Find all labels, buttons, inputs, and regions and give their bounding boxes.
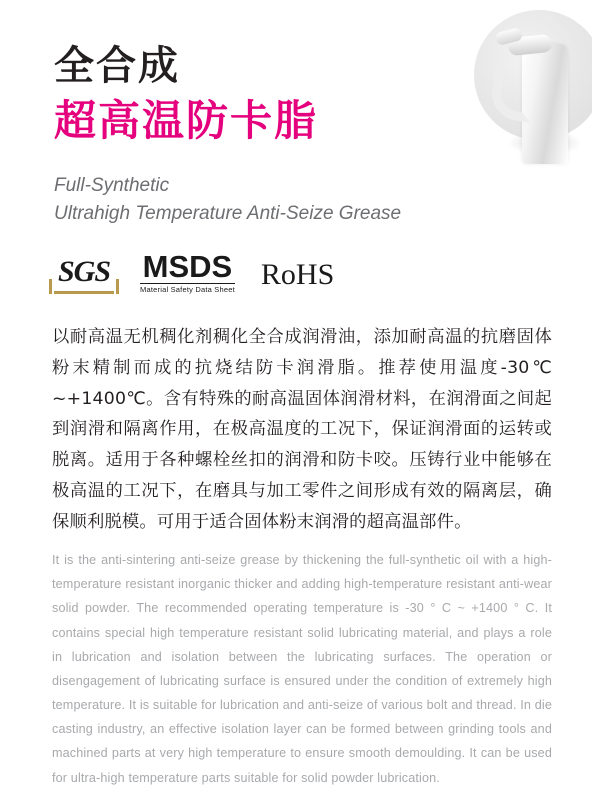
description-chinese: 以耐高温无机稠化剂稠化全合成润滑油，添加耐高温的抗磨固体粉末精制而成的抗烧结防卡润滑脂。推荐使用温度-30℃ ~+1400℃。含有特殊的耐高温固体润滑材料，在润滑面之间起到润滑和隔离作用，在极高温度的工况下，保证润滑面的运转或脱离。适用于各种螺栓丝扣的润滑和防卡咬。压铸行业中能够在极高温的工况下，在磨具与加工零件之间形成有效的隔离层，确保顺利脱模。可用于适合固体粉末润滑的超高温部件。 bbox=[52, 327, 552, 532]
product-title-cn-primary: 全合成 bbox=[54, 43, 180, 89]
product-title-en-line1: Full-Synthetic bbox=[54, 175, 170, 196]
msds-logo-title: MSDS bbox=[142, 249, 233, 284]
description-english: It is the anti-sintering anti-seize grease by thickening the full-synthetic oil with a high-temperature resistant inorganic thicker and adding high-temperature resistant anti-wear solid powder. The recommended operating temperature is -30 ° C ~ +1400 ° C. It contains special high temperature resistant solid lubricating material, and plays a role in lubrication and isolation between the lubricating surfaces. The operation or disengagement of lubricating surface is ensured under the condition of extremely high temperature. It is suitable for lubrication and anti-seize of various bolt and thread. In die casting industry, an effective isolation layer can be formed between grinding tools and machined parts at very high temperature to ensure smooth demoulding. It can be used for ultra-high temperature parts suitable for solid powder lubrication. bbox=[52, 553, 552, 785]
product-photo bbox=[462, 10, 592, 175]
certification-logos bbox=[54, 251, 334, 294]
product-title-en-line2: Ultrahigh Temperature Anti-Seize Grease bbox=[54, 202, 402, 224]
product-title-en bbox=[54, 172, 401, 227]
product-title-cn-secondary: 超高温防卡脂 bbox=[54, 96, 319, 145]
msds-logo-subtitle: Material Safety Data Sheet bbox=[140, 285, 235, 294]
sgs-logo: SGS bbox=[54, 255, 114, 294]
rohs-logo: RoHS bbox=[260, 258, 335, 291]
msds-logo bbox=[140, 251, 235, 294]
